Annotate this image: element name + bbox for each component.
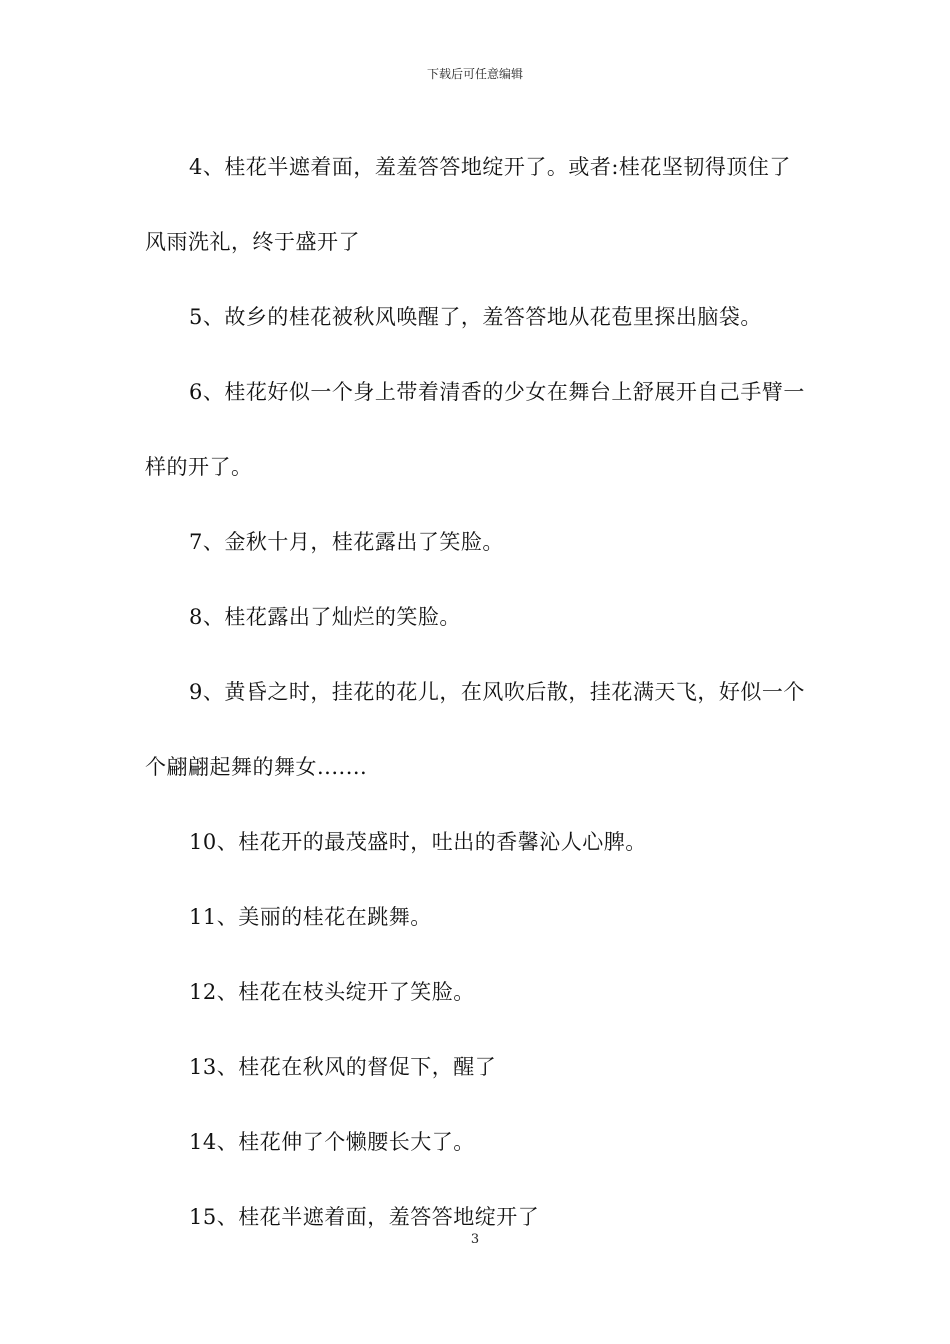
paragraph-13: 13、桂花在秋风的督促下，醒了 (189, 1055, 497, 1079)
paragraph-5: 5、故乡的桂花被秋风唤醒了，羞答答地从花苞里探出脑袋。 (189, 305, 762, 329)
paragraph-6: 6、桂花好似一个身上带着清香的少女在舞台上舒展开自己手臂一样的开了。 (145, 380, 805, 479)
paragraph-7: 7、金秋十月，桂花露出了笑脸。 (189, 530, 504, 554)
paragraph-4: 4、桂花半遮着面，羞羞答答地绽开了。或者:桂花坚韧得顶住了风雨洗礼，终于盛开了 (145, 155, 791, 254)
paragraph-12: 12、桂花在枝头绽开了笑脸。 (189, 980, 475, 1004)
paragraph-15: 15、桂花半遮着面，羞答答地绽开了 (189, 1205, 540, 1229)
paragraph-10: 10、桂花开的最茂盛时，吐出的香馨沁人心脾。 (189, 830, 647, 854)
paragraph-11: 11、美丽的桂花在跳舞。 (189, 905, 432, 929)
paragraph-9: 9、黄昏之时，挂花的花儿，在风吹后散，挂花满天飞，好似一个个翩翩起舞的舞女....... (145, 680, 805, 779)
page-header: 下载后可任意编辑 (426, 67, 523, 81)
document-body (145, 130, 810, 1255)
page-number: 3 (470, 1232, 480, 1247)
paragraph-14: 14、桂花伸了个懒腰长大了。 (189, 1130, 475, 1154)
paragraph-8: 8、桂花露出了灿烂的笑脸。 (189, 605, 461, 629)
